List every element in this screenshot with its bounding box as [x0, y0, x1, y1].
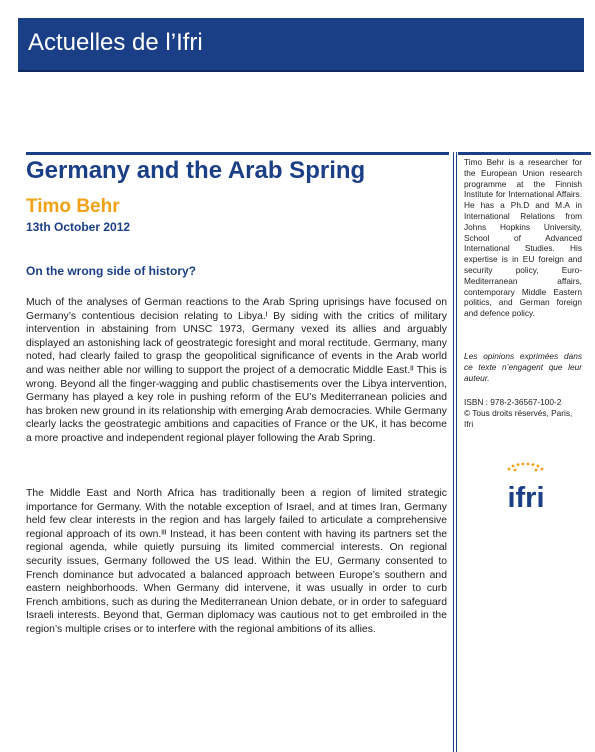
body-paragraph-2: The Middle East and North Africa has traditionally been a region of limited strategic importance for Germany. With the notable exception of Israel, and at times Iran, Germany held few clear interests in the region and has largely failed to articulate a comprehensive regional approach of its own.ᴵᴵᴵ Instead, it has been content with having its partners set the regional agenda, while quietly pursuing its limited commercial interests. On regional security issues, Germany followed the US lead. Within the EU, Germany consented to French dominance but advocated a balanced approach between Europe’s southern and eastern neighborhoods. When Germany did intervene, it was usually in order to curb French ambitions, such as during the Mediterranean Union debate, or in order to safeguard Israeli interests. Beyond that, German diplomacy was cautious not to get embroiled in the region’s multiple crises or to interfere with the regional ambitions of its allies. [26, 488, 447, 635]
body-paragraph-1: Much of the analyses of German reactions to the Arab Spring uprisings have focused on Germany’s contentious decision relating to Libya.ᴵ By siding with the critics of military intervention in abstaining from UNSC 1973, Germany vexed its allies and arguably displayed an astonishing lack of geostrategic foresight and moral rectitude. Germany, many noted, had clearly failed to grasp the geopolitical significance of events in the Arab world and was neither able nor willing to support the project of a democratic Middle East.ᴵᴵ This is wrong. Beyond all the finger-wagging and public chastisements over the Libya intervention, Germany has played a key role in pushing reform of the EU’s Mediterranean policies and has broken new ground in its relationship with emerging Arab democracies. While Germany clearly lacks the geostrategic ambitions and capacities of France or the UK, it has become a more proactive and independent regional player following the Arab Spring. [26, 297, 447, 444]
title-rule [26, 152, 449, 155]
svg-text:ifri: ifri [507, 482, 545, 514]
publication-date: 13th October 2012 [26, 220, 131, 234]
disclaimer: Les opinions exprimées dans ce texte n’engagent que leur auteur. [464, 350, 582, 383]
author-bio: Timo Behr is a researcher for the European Union research programme at the Finnish Institute for International Affairs. He has a Ph.D and M.A in International Relations from Johns Hopkins University, School of Advanced International Studies. His expertise is in EU foreign and security policy, Euro-Mediterranean affairs, contemporary Middle Eastern politics, and German foreign and defence policy. [464, 157, 582, 319]
copyright: © Tous droits réservés, Paris, Ifri [464, 408, 573, 429]
column-divider-inner [456, 152, 457, 752]
header-banner [18, 18, 584, 72]
series-title: Actuelles de l’Ifri [28, 29, 203, 56]
article-title: Germany and the Arab Spring [26, 157, 366, 184]
column-divider [453, 152, 454, 752]
section-heading: On the wrong side of history? [26, 264, 197, 278]
isbn: ISBN : 978-2-36567-100-2 [464, 397, 562, 408]
author-name: Timo Behr [26, 196, 120, 217]
ifri-logo-icon [496, 462, 556, 522]
author-sidebar [464, 157, 582, 430]
sidebar-rule [458, 152, 591, 155]
